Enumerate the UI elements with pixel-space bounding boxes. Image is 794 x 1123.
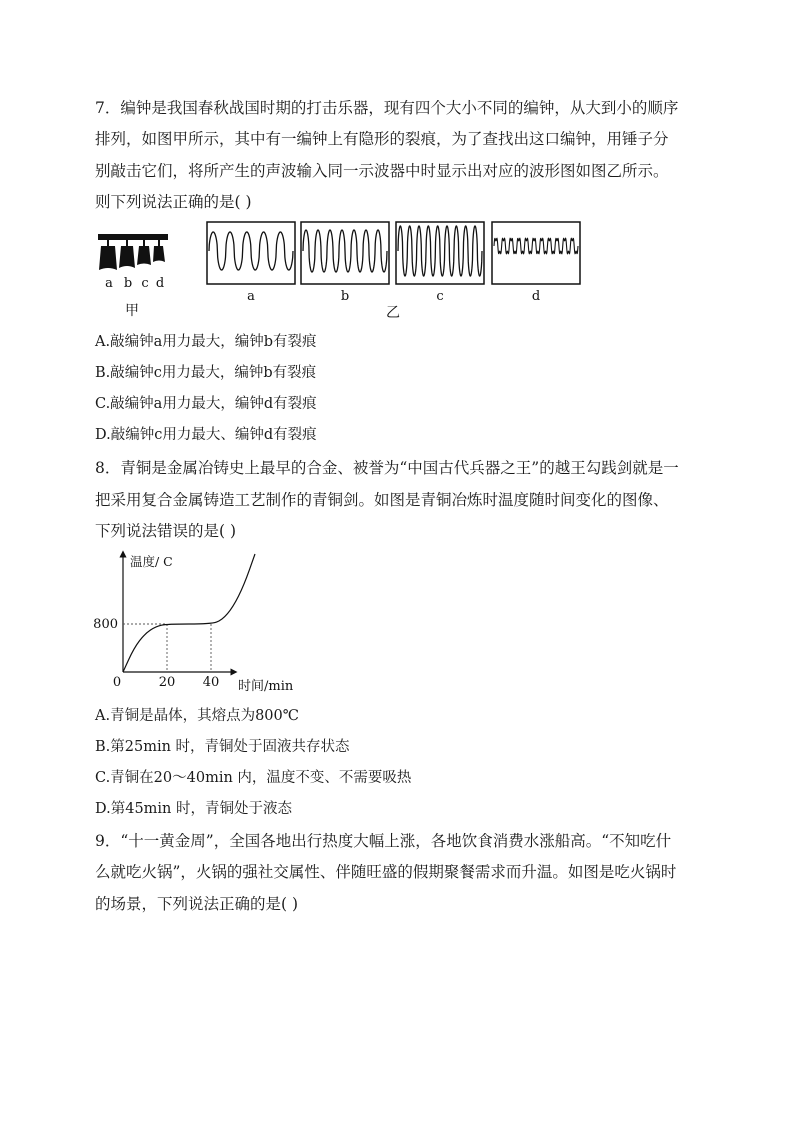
waveform-label-b: b — [340, 289, 350, 304]
q8-option-c: C.青铜在20～40min 内，温度不变、不需要吸热 — [95, 770, 412, 786]
x-tick-label-0: 0 — [112, 675, 122, 690]
temperature-time-chart — [88, 548, 318, 698]
figure-yi-caption: 乙 — [386, 305, 400, 320]
q7-line-3: 别敲击它们，将所产生的声波输入同一示波器中时显示出对应的波形图如图乙所示。 — [95, 162, 669, 180]
q9-line-1: 9．“十一黄金周”，全国各地出行热度大幅上涨，各地饮食消费水涨船高。“不知吃什 — [95, 832, 672, 850]
waveform-b — [303, 230, 387, 272]
temperature-curve — [123, 554, 255, 672]
waveform-c — [398, 226, 482, 276]
bell-label-a: a — [105, 276, 113, 291]
x-tick-label-40: 40 — [202, 675, 220, 690]
bell-d-icon — [153, 240, 165, 262]
waveforms-figure — [205, 220, 585, 320]
q8-option-b: B.第25min 时，青铜处于固液共存状态 — [95, 739, 350, 755]
q7-option-d: D.敲编钟c用力最大、编钟d有裂痕 — [95, 427, 317, 443]
q8-line-3: 下列说法错误的是( ) — [95, 522, 237, 540]
q7-line-4: 则下列说法正确的是( ) — [95, 193, 252, 211]
bells-figure — [95, 228, 175, 320]
waveform-a — [209, 232, 293, 270]
q7-option-c: C.敲编钟a用力最大，编钟d有裂痕 — [95, 396, 317, 412]
waveform-label-a: a — [247, 289, 255, 304]
bell-rack-beam — [98, 234, 168, 240]
q8-line-2: 把采用复合金属铸造工艺制作的青铜剑。如图是青铜冶炼时温度随时间变化的图像、 — [95, 491, 669, 509]
q8-line-1: 8．青铜是金属冶铸史上最早的合金、被誉为“中国古代兵器之王”的越王勾践剑就是一 — [95, 459, 679, 477]
figure-jia-caption: 甲 — [125, 303, 139, 319]
bell-b-icon — [119, 240, 135, 268]
q9-line-2: 么就吃火锅”，火锅的强社交属性、伴随旺盛的假期聚餐需求而升温。如图是吃火锅时 — [95, 863, 677, 881]
q7-option-b: B.敲编钟c用力最大，编钟b有裂痕 — [95, 365, 317, 381]
bell-label-d: d — [155, 276, 165, 291]
q8-option-a: A.青铜是晶体，其熔点为800℃ — [95, 708, 299, 724]
x-tick-label-20: 20 — [158, 675, 176, 690]
waveform-d — [494, 238, 578, 253]
bell-label-c: c — [141, 276, 149, 291]
y-tick-label-800: 800 — [93, 617, 118, 632]
q8-option-d: D.第45min 时，青铜处于液态 — [95, 801, 293, 817]
waveform-label-d: d — [531, 289, 541, 304]
y-axis-label: 温度/ C — [130, 554, 173, 569]
q7-line-1: 7．编钟是我国春秋战国时期的打击乐器，现有四个大小不同的编钟，从大到小的顺序 — [95, 99, 679, 117]
bell-a-icon — [99, 240, 117, 270]
q7-line-2: 排列，如图甲所示，其中有一编钟上有隐形的裂痕，为了查找出这口编钟，用锤子分 — [95, 130, 669, 148]
q7-option-a: A.敲编钟a用力最大，编钟b有裂痕 — [95, 334, 317, 350]
q9-line-3: 的场景，下列说法正确的是( ) — [95, 895, 299, 913]
x-axis-label: 时间/min — [238, 679, 294, 694]
bell-label-b: b — [123, 276, 133, 291]
waveform-label-c: c — [436, 289, 444, 304]
bell-c-icon — [137, 240, 151, 265]
